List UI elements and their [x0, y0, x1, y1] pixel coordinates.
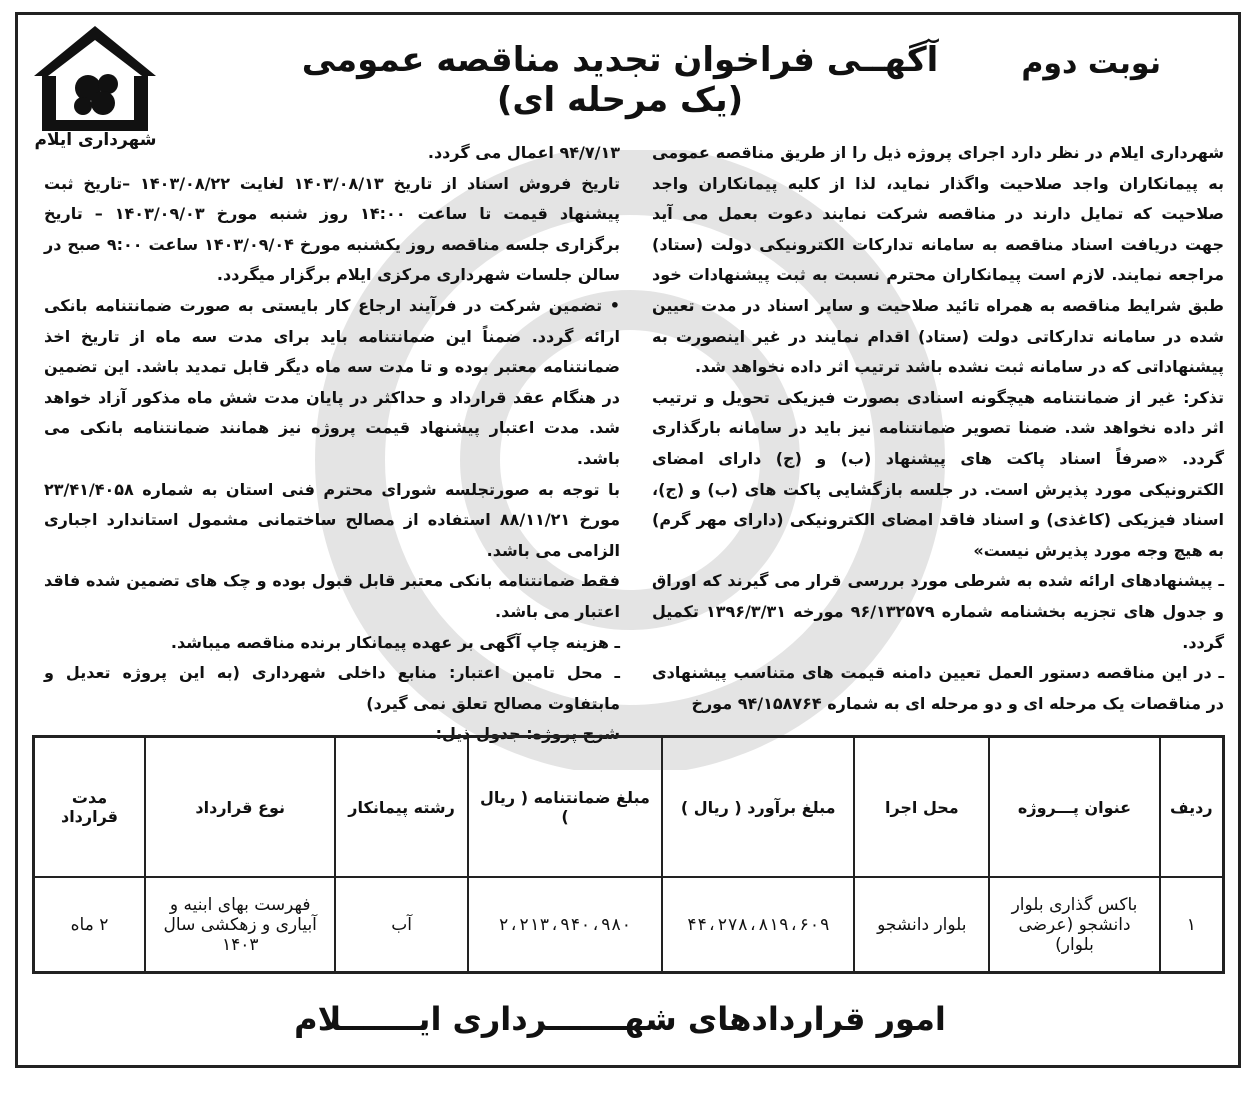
col-header-estimate: مبلغ برآورد ( ریال ) — [662, 737, 854, 878]
paragraph: ۹۴/۷/۱۳ اعمال می گردد. — [427, 143, 620, 162]
paragraph: با توجه به صورتجلسه شورای محترم فنی استان به شماره ۲۳/۴۱/۴۰۵۸ مورخ ۸۸/۱۱/۲۱ استفاده از مصالح ساختمانی مشمول استاندارد اجباری الزامی می باشد. — [44, 479, 620, 560]
cell-contract-type: فهرست بهای ابنیه و آبیاری و زهکشی سال ۱۴۰۳ — [145, 877, 335, 973]
paragraph: • تضمین شرکت در فرآیند ارجاع کار بایستی به صورت ضمانتنامه بانکی ارائه گردد. ضمناً این ضمانتنامه باید برای مدت سه ماه از تاریخ اخذ ضمانتنامه معتبر بوده و تا مدت سه ماه دیگر قابل تمدید باشد. این تضمین در هنگام عقد قرارداد و حداکثر در پایان مدت شش ماه مذکور آزاد خواهد شد. مدت اعتبار پیشنهاد قیمت پروژه نیز همانند ضمانتنامه بانکی می باشد. — [44, 295, 620, 468]
cell-estimate: ۴۴،۲۷۸،۸۱۹،۶۰۹ — [662, 877, 854, 973]
col-header-location: محل اجرا — [854, 737, 989, 878]
col-header-project-title: عنوان پـــروژه — [989, 737, 1159, 878]
table-row — [34, 877, 1224, 973]
cell-project-title: باکس گذاری بلوار دانشجو (عرضی بلوار) — [989, 877, 1159, 973]
col-header-row-number: ردیف — [1160, 737, 1224, 878]
footer-signature: امور قراردادهای شهـــــــرداری ایـــــــلام — [294, 1000, 946, 1038]
paragraph: شهرداری ایلام در نظر دارد اجرای پروژه ذیل را از طریق مناقصه عمومی به پیمانکاران واجد صلاحیت واگذار نماید، لذا از کلیه پیمانکاران واجد صلاحیت که تمایل دارند در مناقصه شرکت نمایند دعوت بعمل می آید جهت دریافت اسناد مناقصه به سامانه تدارکات الکترونیکی دولت (ستاد) مراجعه نمایند. لازم است پیمانکاران محترم نسبت به ثبت پیشنهادات خود طبق شرایط مناقصه به همراه تائید صلاحیت و سایر اسناد در مدت تعیین شده در سامانه تدارکاتی دولت (ستاد) اقدام نمایند در غیر اینصورت به پیشنهاداتی که در سامانه ثبت نشده باشد ترتیب اثر داده نخواهد شد. — [652, 143, 1224, 377]
cell-guarantee: ۲،۲۱۳،۹۴۰،۹۸۰ — [468, 877, 662, 973]
cell-contractor-field: آب — [335, 877, 467, 973]
page-title: آگهــی فراخوان تجدید مناقصه عمومی (یک مرحله ای) — [301, 40, 939, 120]
paragraph: تاریخ فروش اسناد از تاریخ ۱۴۰۳/۰۸/۱۳ لغایت ۱۴۰۳/۰۸/۲۲ –تاریخ ثبت پیشنهاد قیمت تا ساعت ۱۴:۰۰ روز شنبه مورخ ۱۴۰۳/۰۹/۰۳ – تاریخ برگزاری جلسه مناقصه روز یکشنبه مورخ ۱۴۰۳/۰۹/۰۴ ساعت ۹:۰۰ صبح در سالن جلسات شهرداری مرکزی ایلام برگزار میگردد. — [44, 173, 621, 285]
paragraph: فقط ضمانتنامه بانکی معتبر قابل قبول بوده و چک های تضمین شده فاقد اعتبار می باشد. — [44, 571, 620, 621]
table-header-row — [34, 737, 1224, 878]
logo-caption: شهرداری ایلام — [34, 130, 157, 150]
col-header-duration: مدت قرارداد — [34, 737, 146, 878]
col-header-contract-type: نوع قرارداد — [145, 737, 335, 878]
col-header-contractor-field: رشته پیمانکار — [335, 737, 467, 878]
cell-duration: ۲ ماه — [34, 877, 146, 973]
paragraph: تذکر: غیر از ضمانتنامه هیچگونه اسنادی بصورت فیزیکی تحویل و ترتیب اثر داده نخواهد شد. ضمنا تصویر ضمانتنامه نیز باید در سامانه بارگذاری گردد. «صرفاً اسناد پاکت های پیشنهاد (ب) و (ج) دارای امضای الکترونیکی مورد پذیرش است. در جلسه بازگشایی پاکت های (ب) و (ج)، اسناد فیزیکی (کاغذی) و اسناد فاقد امضای الکترونیکی (دارای مهر گرم) به هیچ وجه مورد پذیرش نیست» — [652, 387, 1224, 560]
notice-right-column — [652, 138, 1224, 719]
paragraph: شرح پروژه: جدول ذیل: — [435, 724, 620, 744]
paragraph: ـ در این مناقصه دستور العمل تعیین دامنه قیمت های متناسب پیشنهادی در مناقصات یک مرحله ای و دو مرحله ای به شماره ۹۴/۱۵۸۷۶۴ مورخ — [652, 663, 1224, 713]
paragraph: ـ محل تامین اعتبار: منابع داخلی شهرداری (به این پروژه تعدیل و مابتفاوت مصالح تعلق نمی گیرد) — [44, 663, 620, 713]
cell-row-number: ۱ — [1160, 877, 1224, 973]
col-header-guarantee: مبلغ ضمانتنامه ( ریال ) — [468, 737, 662, 878]
paragraph: ـ هزینه چاپ آگهی بر عهده پیمانکار برنده مناقصه میباشد. — [170, 632, 620, 652]
paragraph: ـ پیشنهادهای ارائه شده به شرطی مورد بررسی قرار می گیرند که اوراق و جدول های تجزیه بخشنامه شماره ۹۶/۱۳۲۵۷۹ مورخه ۱۳۹۶/۳/۳۱ تکمیل گردد. — [652, 571, 1225, 652]
notice-left-column — [44, 138, 620, 750]
round-label: نوبت دوم — [1021, 46, 1161, 81]
cell-location: بلوار دانشجو — [854, 877, 989, 973]
tender-table — [32, 735, 1225, 974]
